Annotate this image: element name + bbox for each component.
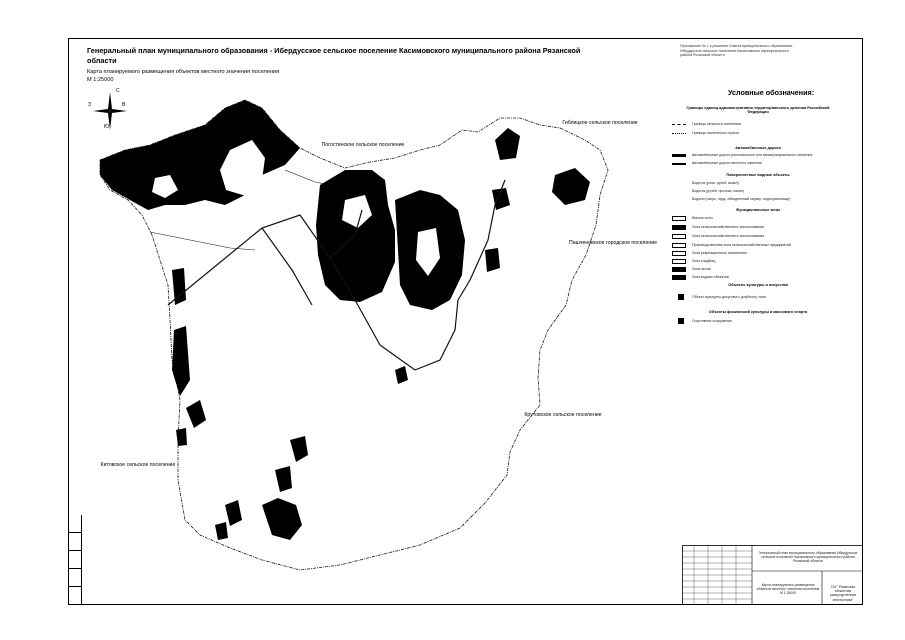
legend-swatch-cemetery xyxy=(672,259,686,264)
legend-item: Зона сельскохозяйственного использования xyxy=(692,225,765,229)
legend-swatch-locality-boundary xyxy=(672,133,686,134)
compass-north: С xyxy=(116,88,120,94)
legend-swatch-agri-2 xyxy=(672,234,686,239)
legend-item: Автомобильные дороги местного значения xyxy=(692,161,762,165)
legend-item: Зона кладбищ xyxy=(692,259,716,263)
forest-zones xyxy=(100,100,590,540)
legend-swatch-production xyxy=(672,243,686,248)
legend-item: Производственная зона сельскохозяйственных предприятий xyxy=(692,243,791,247)
legend-item: Водоем (озеро, пруд, обводненный карьер, водохранилище) xyxy=(692,197,791,201)
legend-swatch-local-road xyxy=(672,163,686,165)
title-block-org: ГАУ "Рязанская областная распределенная электроника" xyxy=(829,585,857,602)
legend-swatch-settlement-boundary xyxy=(672,124,686,125)
legend-item: Зона лесов xyxy=(692,267,711,271)
legend-swatch-forest xyxy=(672,267,686,272)
legend-item: Спортивное сооружение xyxy=(692,319,732,323)
legend-swatch-regional-road xyxy=(672,154,686,157)
place-pashtchenovskoe: Пашченовское городское поселение xyxy=(569,240,657,246)
compass-west: З xyxy=(88,102,92,108)
legend-item: Зона рекреационного назначения xyxy=(692,251,747,255)
title-block-document: Генеральный план муниципального образования Ибердусское сельское поселение Касимовского муниципального района Рязанской области xyxy=(758,551,858,564)
map-name: Карта планируемого размещения объектов местного значения поселения xyxy=(87,69,280,75)
approval-note: Приложение № 1 к решению Совета муниципального образования - Ибердусское сельское поселение Касимовского муниципального района Рязанской области xyxy=(680,44,795,58)
place-pogostinskoe: Погостинское сельское поселение xyxy=(321,142,405,148)
legend-swatch-water-zone xyxy=(672,275,686,280)
place-gibliczkoe: Гиблицкое сельское поселение xyxy=(562,120,638,126)
culture-object-icon xyxy=(678,294,684,300)
compass-south: Ю xyxy=(104,124,110,130)
legend-section-sport: Объекты физической культуры и массового спорта xyxy=(708,310,808,314)
legend-title: Условные обозначения: xyxy=(728,88,815,97)
legend-item: Жилые зоны xyxy=(692,216,713,220)
legend-section-boundaries: Границы единиц административно-территориального деления Российской Федерации xyxy=(686,106,830,114)
legend-section-water: Поверхностные водные объекты xyxy=(726,173,790,177)
map-scale: М 1:25000 xyxy=(87,76,114,83)
title-block xyxy=(682,545,863,605)
compass-east: В xyxy=(122,102,126,108)
legend-swatch-recreation xyxy=(672,251,686,256)
legend-item: Водоток (река, ручей, канал) xyxy=(692,181,739,185)
legend-section-roads: Автомобильные дороги xyxy=(735,146,781,150)
legend-item: Границы населенного пункта xyxy=(692,131,740,135)
title-block-sheet: Карта планируемого размещения объектов местного значения поселения М 1:25000 xyxy=(756,583,820,596)
sport-object-icon xyxy=(678,318,684,324)
legend-item: Водоток (ручей, протока, канал) xyxy=(692,189,744,193)
legend-swatch-agri xyxy=(672,225,686,230)
legend-item: Зона водных объектов xyxy=(692,275,729,279)
place-kitovskoe: Китовское сельское поселение xyxy=(100,462,176,468)
place-krutovskoe: Крутовское сельское поселение xyxy=(524,412,602,418)
legend-item: Объект культурно-досугового (клубного) типа xyxy=(692,295,766,299)
map-title: Генеральный план муниципального образования - Ибердусское сельское поселение Касимовского муниципального района Рязанской области xyxy=(87,46,581,65)
legend-section-zones: Функциональные зоны xyxy=(735,208,781,212)
legend-item: Границы сельского поселения xyxy=(692,122,741,126)
legend-section-culture: Объекты культуры и искусства xyxy=(728,283,788,287)
legend-item: Автомобильные дороги регионального или межмуниципального значения xyxy=(692,153,813,157)
legend-item: Зона сельскохозяйственного использования xyxy=(692,234,765,238)
legend-swatch-residential xyxy=(672,216,686,221)
